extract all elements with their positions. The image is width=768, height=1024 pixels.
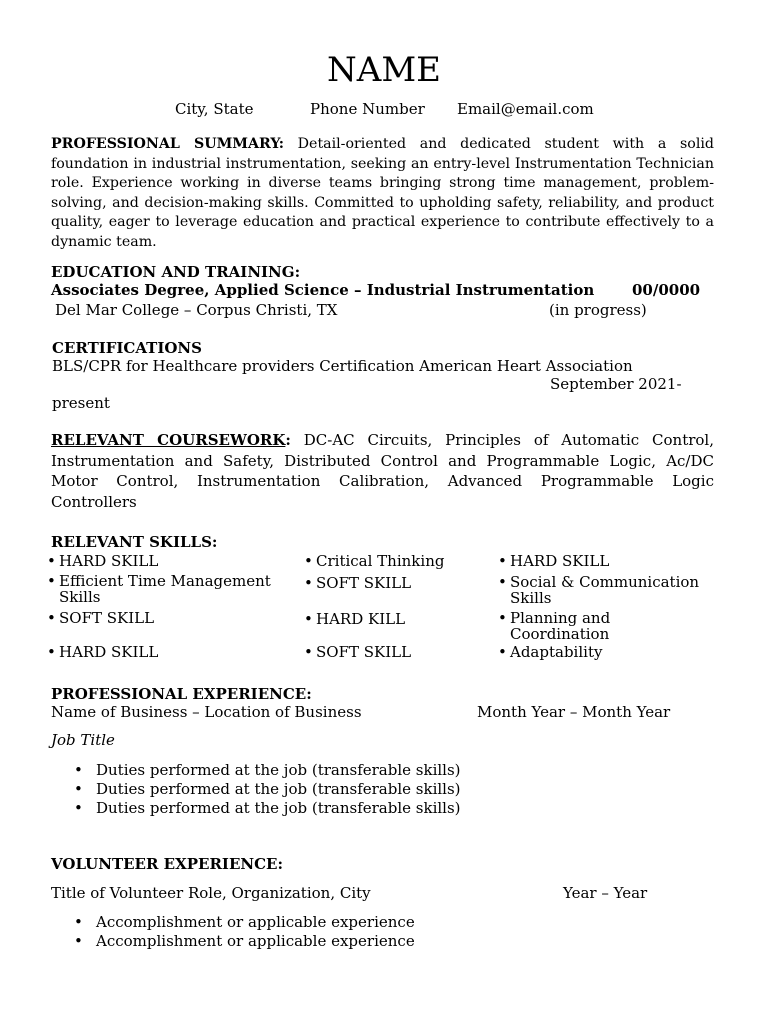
skill-item: • Social & Communication Skills [498, 573, 700, 607]
skill-item: • SOFT SKILL [47, 609, 155, 627]
education-school: Del Mar College – Corpus Christi, TX [55, 301, 338, 319]
volunteer-item: • Accomplishment or applicable experience [74, 913, 415, 931]
skill-item: • Critical Thinking [304, 552, 445, 570]
resume-name: NAME [327, 50, 441, 90]
experience-business: Name of Business – Location of Business [51, 703, 362, 721]
skill-item: • HARD SKILL [498, 552, 610, 570]
duty-item: • Duties performed at the job (transferable skills) [74, 780, 461, 798]
certification-text: BLS/CPR for Healthcare providers Certification American Heart Association [52, 357, 633, 375]
skill-item: • Adaptability [498, 643, 603, 661]
skill-item: • SOFT SKILL [304, 643, 412, 661]
education-status: (in progress) [549, 301, 647, 319]
experience-job-title: Job Title [51, 731, 115, 749]
summary-heading: PROFESSIONAL SUMMARY: [51, 136, 284, 152]
certification-date: September 2021- [550, 375, 682, 393]
skill-item: • SOFT SKILL [304, 574, 412, 592]
contact-city-state: City, State [175, 100, 254, 118]
relevant-coursework: RELEVANT COURSEWORK: DC-AC Circuits, Principles of Automatic Control, Instrumentation and Safety, Distributed Control and Programmable Logic, Ac/DC Motor Control, Instrumentation Calibration, Advanced Programmable Logic Controllers [51, 431, 714, 511]
coursework-heading: RELEVANT COURSEWORK [51, 431, 286, 449]
duty-item: • Duties performed at the job (transferable skills) [74, 799, 461, 817]
skills-heading: RELEVANT SKILLS: [51, 533, 218, 551]
certification-date-cont: present [52, 394, 110, 412]
experience-dates: Month Year – Month Year [477, 703, 671, 721]
experience-heading: PROFESSIONAL EXPERIENCE: [51, 685, 312, 703]
contact-email: Email@email.com [457, 100, 594, 118]
volunteer-dates: Year – Year [563, 884, 648, 902]
education-degree: Associates Degree, Applied Science – Industrial Instrumentation [51, 281, 595, 299]
volunteer-heading: VOLUNTEER EXPERIENCE: [51, 855, 283, 873]
summary-text: Detail-oriented and dedicated student with a solid foundation in industrial instrumentation, seeking an entry-level Instrumentation Technician role. Experience working in diverse teams bringing strong time management, problem-solving, and decision-making skills. Committed to upholding safety, reliability, and product quality, eager to leverage education and practical experience to contribute effectively to a dynamic team. [51, 136, 714, 250]
skill-item: • Planning and Coordination [498, 609, 611, 643]
skill-item: • HARD SKILL [47, 643, 159, 661]
professional-summary [51, 135, 714, 252]
skill-item: • Efficient Time Management Skills [47, 572, 271, 606]
education-heading: EDUCATION AND TRAINING: [51, 263, 301, 281]
duty-item: • Duties performed at the job (transferable skills) [74, 761, 461, 779]
skill-item: • HARD KILL [304, 610, 406, 628]
volunteer-item: • Accomplishment or applicable experience [74, 932, 415, 950]
skill-item: • HARD SKILL [47, 552, 159, 570]
volunteer-role: Title of Volunteer Role, Organization, City [51, 884, 371, 902]
certifications-heading: CERTIFICATIONS [52, 339, 202, 357]
contact-phone: Phone Number [310, 100, 425, 118]
education-date: 00/0000 [632, 281, 701, 299]
coursework-text: DC-AC Circuits, Principles of Automatic Control, Instrumentation and Safety, Distributed Control and Programmable Logic, Ac/DC Motor Control, Instrumentation Calibration, Advanced Programmable Logic Controllers [51, 431, 714, 511]
